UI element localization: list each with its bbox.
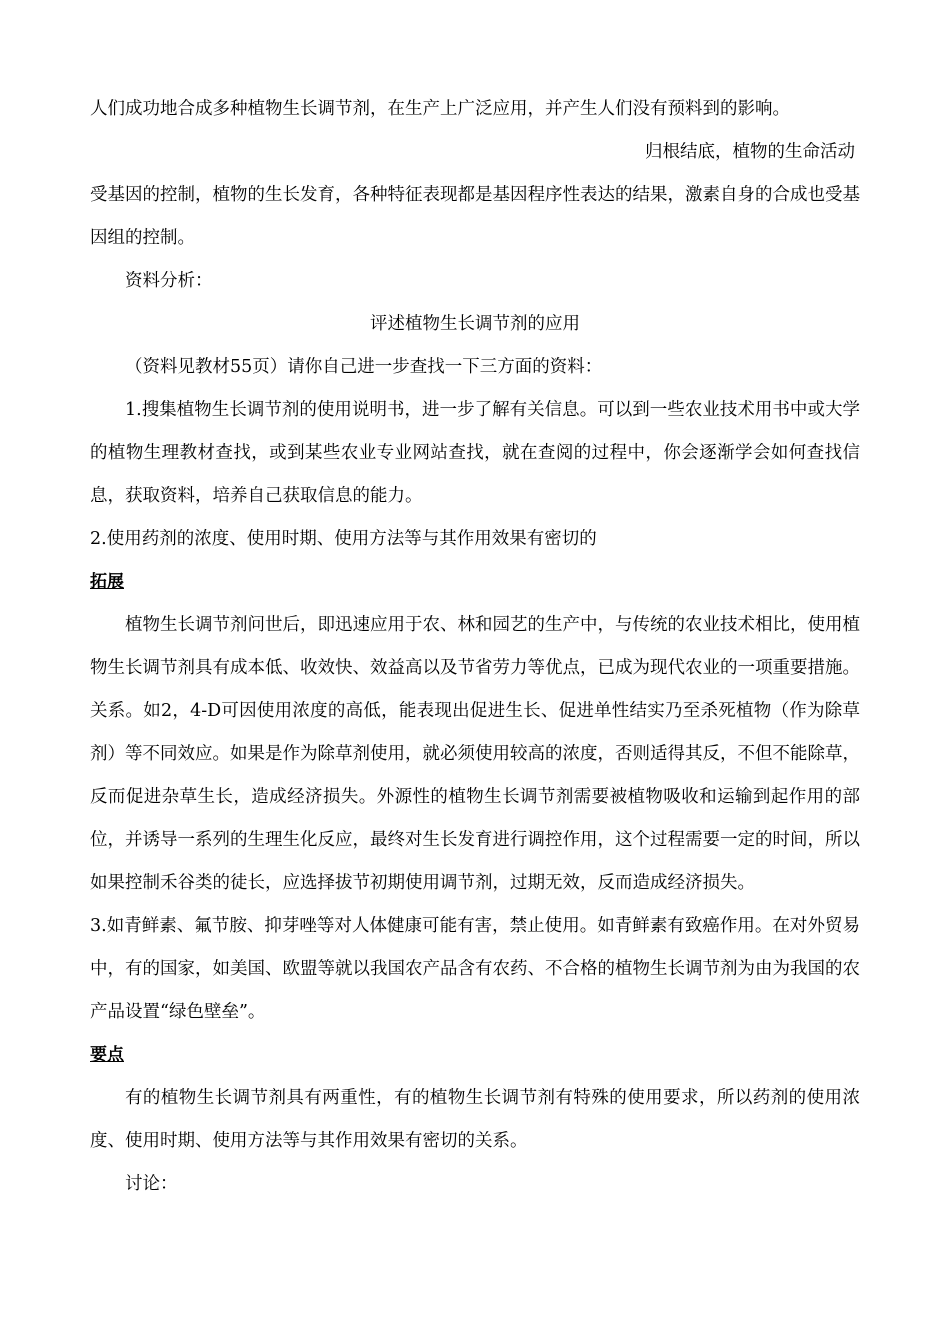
paragraph-reference: （资料见教材55页）请你自己进一步查找一下三方面的资料： [125, 357, 603, 377]
paragraph-relationship: 关系。如2，4-D可因使用浓度的高低，能表现出促进生长、促进单性结实乃至杀死植物（作为除草剂）等不同效应。如果是作为除草剂使用，就必须使用较高的浓度，否则适得其反，不但不能除草，反而促进杂草生长，造成经济损失。外源性的植物生长调节剂需要被植物吸收和运输到起作用的部位，并诱导一系列的生理生化反应，最终对生长发育进行调控作用，这个过程需要一定的时间，所以如果控制禾谷类的徒长，应选择拔节初期使用调节剂，过期无效，反而造成经济损失。 [90, 701, 860, 893]
heading-key-points: 要点 [90, 1045, 124, 1065]
list-item-1: 1.搜集植物生长调节剂的使用说明书，进一步了解有关信息。可以到一些农业技术用书中或大学的植物生理教材查找，或到某些农业专业网站查找，就在查阅的过程中，你会逐渐学会如何查找信息，获取资料，培养自己获取信息的能力。 [90, 400, 860, 506]
paragraph-gene-control: 受基因的控制，植物的生长发育，各种特征表现都是基因程序性表达的结果，激素自身的合成也受基因组的控制。 [90, 185, 860, 248]
paragraph-synthesis: 人们成功地合成多种植物生长调节剂，在生产上广泛应用，并产生人们没有预料到的影响。 [90, 99, 790, 119]
section-label-discussion: 讨论： [125, 1174, 178, 1194]
paragraph-key-points: 有的植物生长调节剂具有两重性，有的植物生长调节剂有特殊的使用要求，所以药剂的使用浓度、使用时期、使用方法等与其作用效果有密切的关系。 [90, 1088, 860, 1151]
section-title-review: 评述植物生长调节剂的应用 [370, 314, 580, 334]
heading-extension: 拓展 [90, 572, 124, 592]
document-page [90, 88, 860, 1206]
section-label-data-analysis: 资料分析： [125, 271, 213, 291]
paragraph-conclusion-start: 归根结底，植物的生命活动 [645, 142, 855, 162]
paragraph-extension: 植物生长调节剂问世后，即迅速应用于农、林和园艺的生产中，与传统的农业技术相比，使用植物生长调节剂具有成本低、收效快、效益高以及节省劳力等优点，已成为现代农业的一项重要措施。 [90, 615, 860, 678]
list-item-3: 3.如青鲜素、氟节胺、抑芽唑等对人体健康可能有害，禁止使用。如青鲜素有致癌作用。在对外贸易中，有的国家，如美国、欧盟等就以我国农产品含有农药、不合格的植物生长调节剂为由为我国的农产品设置“绿色壁垒”。 [90, 916, 860, 1022]
list-item-2: 2.使用药剂的浓度、使用时期、使用方法等与其作用效果有密切的 [90, 529, 597, 549]
